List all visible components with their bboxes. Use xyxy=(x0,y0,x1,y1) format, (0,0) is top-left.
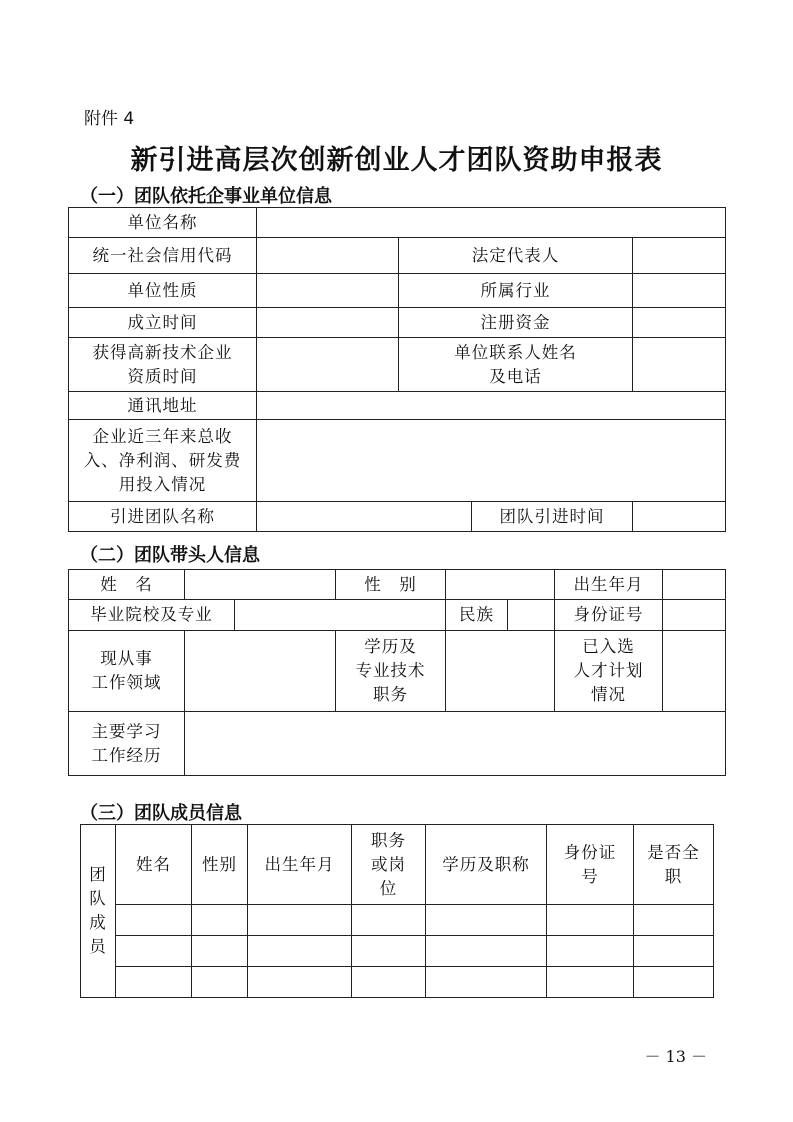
label-talent-plan-line1: 已入选 xyxy=(582,637,635,656)
col-member-post-line2: 或岗 xyxy=(371,854,406,874)
label-address: 通讯地址 xyxy=(69,392,257,420)
col-member-post xyxy=(352,825,426,905)
member-education-cell[interactable] xyxy=(426,936,547,967)
label-unit-nature: 单位性质 xyxy=(69,274,257,308)
member-row xyxy=(81,967,714,998)
col-member-fulltime-line2: 职 xyxy=(664,866,683,886)
section1-heading: （一）团队依托企事业单位信息 xyxy=(80,186,332,207)
section2-heading: （二）团队带头人信息 xyxy=(80,545,260,566)
members-side-label xyxy=(81,825,116,998)
value-unit-name[interactable] xyxy=(257,208,726,238)
page-number: － 13 － xyxy=(644,1047,707,1066)
member-id-cell[interactable] xyxy=(547,936,634,967)
label-team-intro-time: 团队引进时间 xyxy=(472,502,633,532)
label-work-field-line2: 工作领域 xyxy=(91,673,162,692)
label-talent-plan-line2: 人才计划 xyxy=(573,661,644,680)
label-revenue-line2: 入、净利润、研发费 xyxy=(83,450,242,470)
label-leader-name: 姓 名 xyxy=(69,570,185,600)
member-post-cell[interactable] xyxy=(352,905,426,936)
col-member-gender: 性别 xyxy=(192,825,248,905)
value-work-field[interactable] xyxy=(185,631,336,712)
value-founded[interactable] xyxy=(257,308,399,338)
member-gender-cell[interactable] xyxy=(192,905,248,936)
label-industry: 所属行业 xyxy=(399,274,633,308)
value-hightech-time[interactable] xyxy=(257,338,399,392)
label-contact xyxy=(399,338,633,392)
label-school: 毕业院校及专业 xyxy=(69,600,235,631)
member-id-cell[interactable] xyxy=(547,905,634,936)
value-legal-rep[interactable] xyxy=(633,238,726,274)
member-post-cell[interactable] xyxy=(352,936,426,967)
value-contact[interactable] xyxy=(633,338,726,392)
members-table xyxy=(80,824,714,998)
label-capital: 注册资金 xyxy=(399,308,633,338)
value-address[interactable] xyxy=(257,392,726,420)
value-revenue[interactable] xyxy=(257,420,726,502)
col-member-id-line1: 身份证 xyxy=(563,842,617,862)
member-birth-cell[interactable] xyxy=(248,905,352,936)
value-credit-code[interactable] xyxy=(257,238,399,274)
label-founded: 成立时间 xyxy=(69,308,257,338)
label-education-line3: 职务 xyxy=(373,685,408,704)
members-side-label-text: 团队成员 xyxy=(89,865,107,956)
value-capital[interactable] xyxy=(633,308,726,338)
label-id-number: 身份证号 xyxy=(555,600,663,631)
label-education-line2: 专业技术 xyxy=(355,661,426,680)
label-legal-rep: 法定代表人 xyxy=(399,238,633,274)
label-revenue-line1: 企业近三年来总收 xyxy=(92,426,233,446)
label-hightech-line1: 获得高新技术企业 xyxy=(92,342,233,362)
member-row xyxy=(81,905,714,936)
col-member-fulltime-line1: 是否全 xyxy=(647,842,700,862)
label-unit-name: 单位名称 xyxy=(69,208,257,238)
value-leader-birth[interactable] xyxy=(663,570,726,600)
value-ethnicity[interactable] xyxy=(508,600,555,631)
col-member-post-line1: 职务 xyxy=(371,830,406,850)
member-education-cell[interactable] xyxy=(426,967,547,998)
col-member-fulltime xyxy=(634,825,714,905)
value-leader-name[interactable] xyxy=(185,570,336,600)
label-experience-line1: 主要学习 xyxy=(91,721,162,741)
label-leader-birth: 出生年月 xyxy=(555,570,663,600)
value-leader-gender[interactable] xyxy=(446,570,555,600)
value-school[interactable] xyxy=(235,600,446,631)
section3-heading: （三）团队成员信息 xyxy=(80,803,242,824)
label-revenue xyxy=(69,420,257,502)
member-name-cell[interactable] xyxy=(116,936,192,967)
value-team-name[interactable] xyxy=(257,502,472,532)
form-title: 新引进高层次创新创业人才团队资助申报表 xyxy=(130,145,663,176)
label-contact-line1: 单位联系人姓名 xyxy=(454,342,577,362)
member-education-cell[interactable] xyxy=(426,905,547,936)
label-credit-code: 统一社会信用代码 xyxy=(69,238,257,274)
label-hightech-time xyxy=(69,338,257,392)
value-education[interactable] xyxy=(446,631,555,712)
value-experience[interactable] xyxy=(185,712,726,776)
member-fulltime-cell[interactable] xyxy=(634,936,714,967)
member-birth-cell[interactable] xyxy=(248,936,352,967)
member-birth-cell[interactable] xyxy=(248,967,352,998)
member-name-cell[interactable] xyxy=(116,905,192,936)
member-fulltime-cell[interactable] xyxy=(634,967,714,998)
member-id-cell[interactable] xyxy=(547,967,634,998)
label-work-field xyxy=(69,631,185,712)
label-experience-line2: 工作经历 xyxy=(91,745,162,765)
member-gender-cell[interactable] xyxy=(192,936,248,967)
value-id-number[interactable] xyxy=(663,600,726,631)
value-talent-plan[interactable] xyxy=(663,631,726,712)
label-hightech-line2: 资质时间 xyxy=(127,366,198,386)
member-row xyxy=(81,936,714,967)
label-contact-line2: 及电话 xyxy=(489,366,542,386)
label-experience xyxy=(69,712,185,776)
col-member-birth: 出生年月 xyxy=(248,825,352,905)
member-name-cell[interactable] xyxy=(116,967,192,998)
value-team-intro-time[interactable] xyxy=(633,502,726,532)
value-industry[interactable] xyxy=(633,274,726,308)
col-member-id xyxy=(547,825,634,905)
attachment-label: 附件 4 xyxy=(84,109,135,129)
col-member-name: 姓名 xyxy=(116,825,192,905)
label-education-line1: 学历及 xyxy=(364,637,417,656)
member-fulltime-cell[interactable] xyxy=(634,905,714,936)
label-team-name: 引进团队名称 xyxy=(69,502,257,532)
member-post-cell[interactable] xyxy=(352,967,426,998)
label-talent-plan-line3: 情况 xyxy=(591,685,626,704)
col-member-education: 学历及职称 xyxy=(426,825,547,905)
label-ethnicity: 民族 xyxy=(446,600,508,631)
label-work-field-line1: 现从事 xyxy=(100,649,153,668)
value-unit-nature[interactable] xyxy=(257,274,399,308)
col-member-id-line2: 号 xyxy=(581,866,599,886)
member-gender-cell[interactable] xyxy=(192,967,248,998)
leader-info-table xyxy=(68,569,726,776)
unit-info-table xyxy=(68,207,726,532)
label-leader-gender: 性 别 xyxy=(336,570,446,600)
label-education xyxy=(336,631,446,712)
label-talent-plan xyxy=(555,631,663,712)
col-member-post-line3: 位 xyxy=(379,878,398,898)
label-revenue-line3: 用投入情况 xyxy=(118,474,207,494)
